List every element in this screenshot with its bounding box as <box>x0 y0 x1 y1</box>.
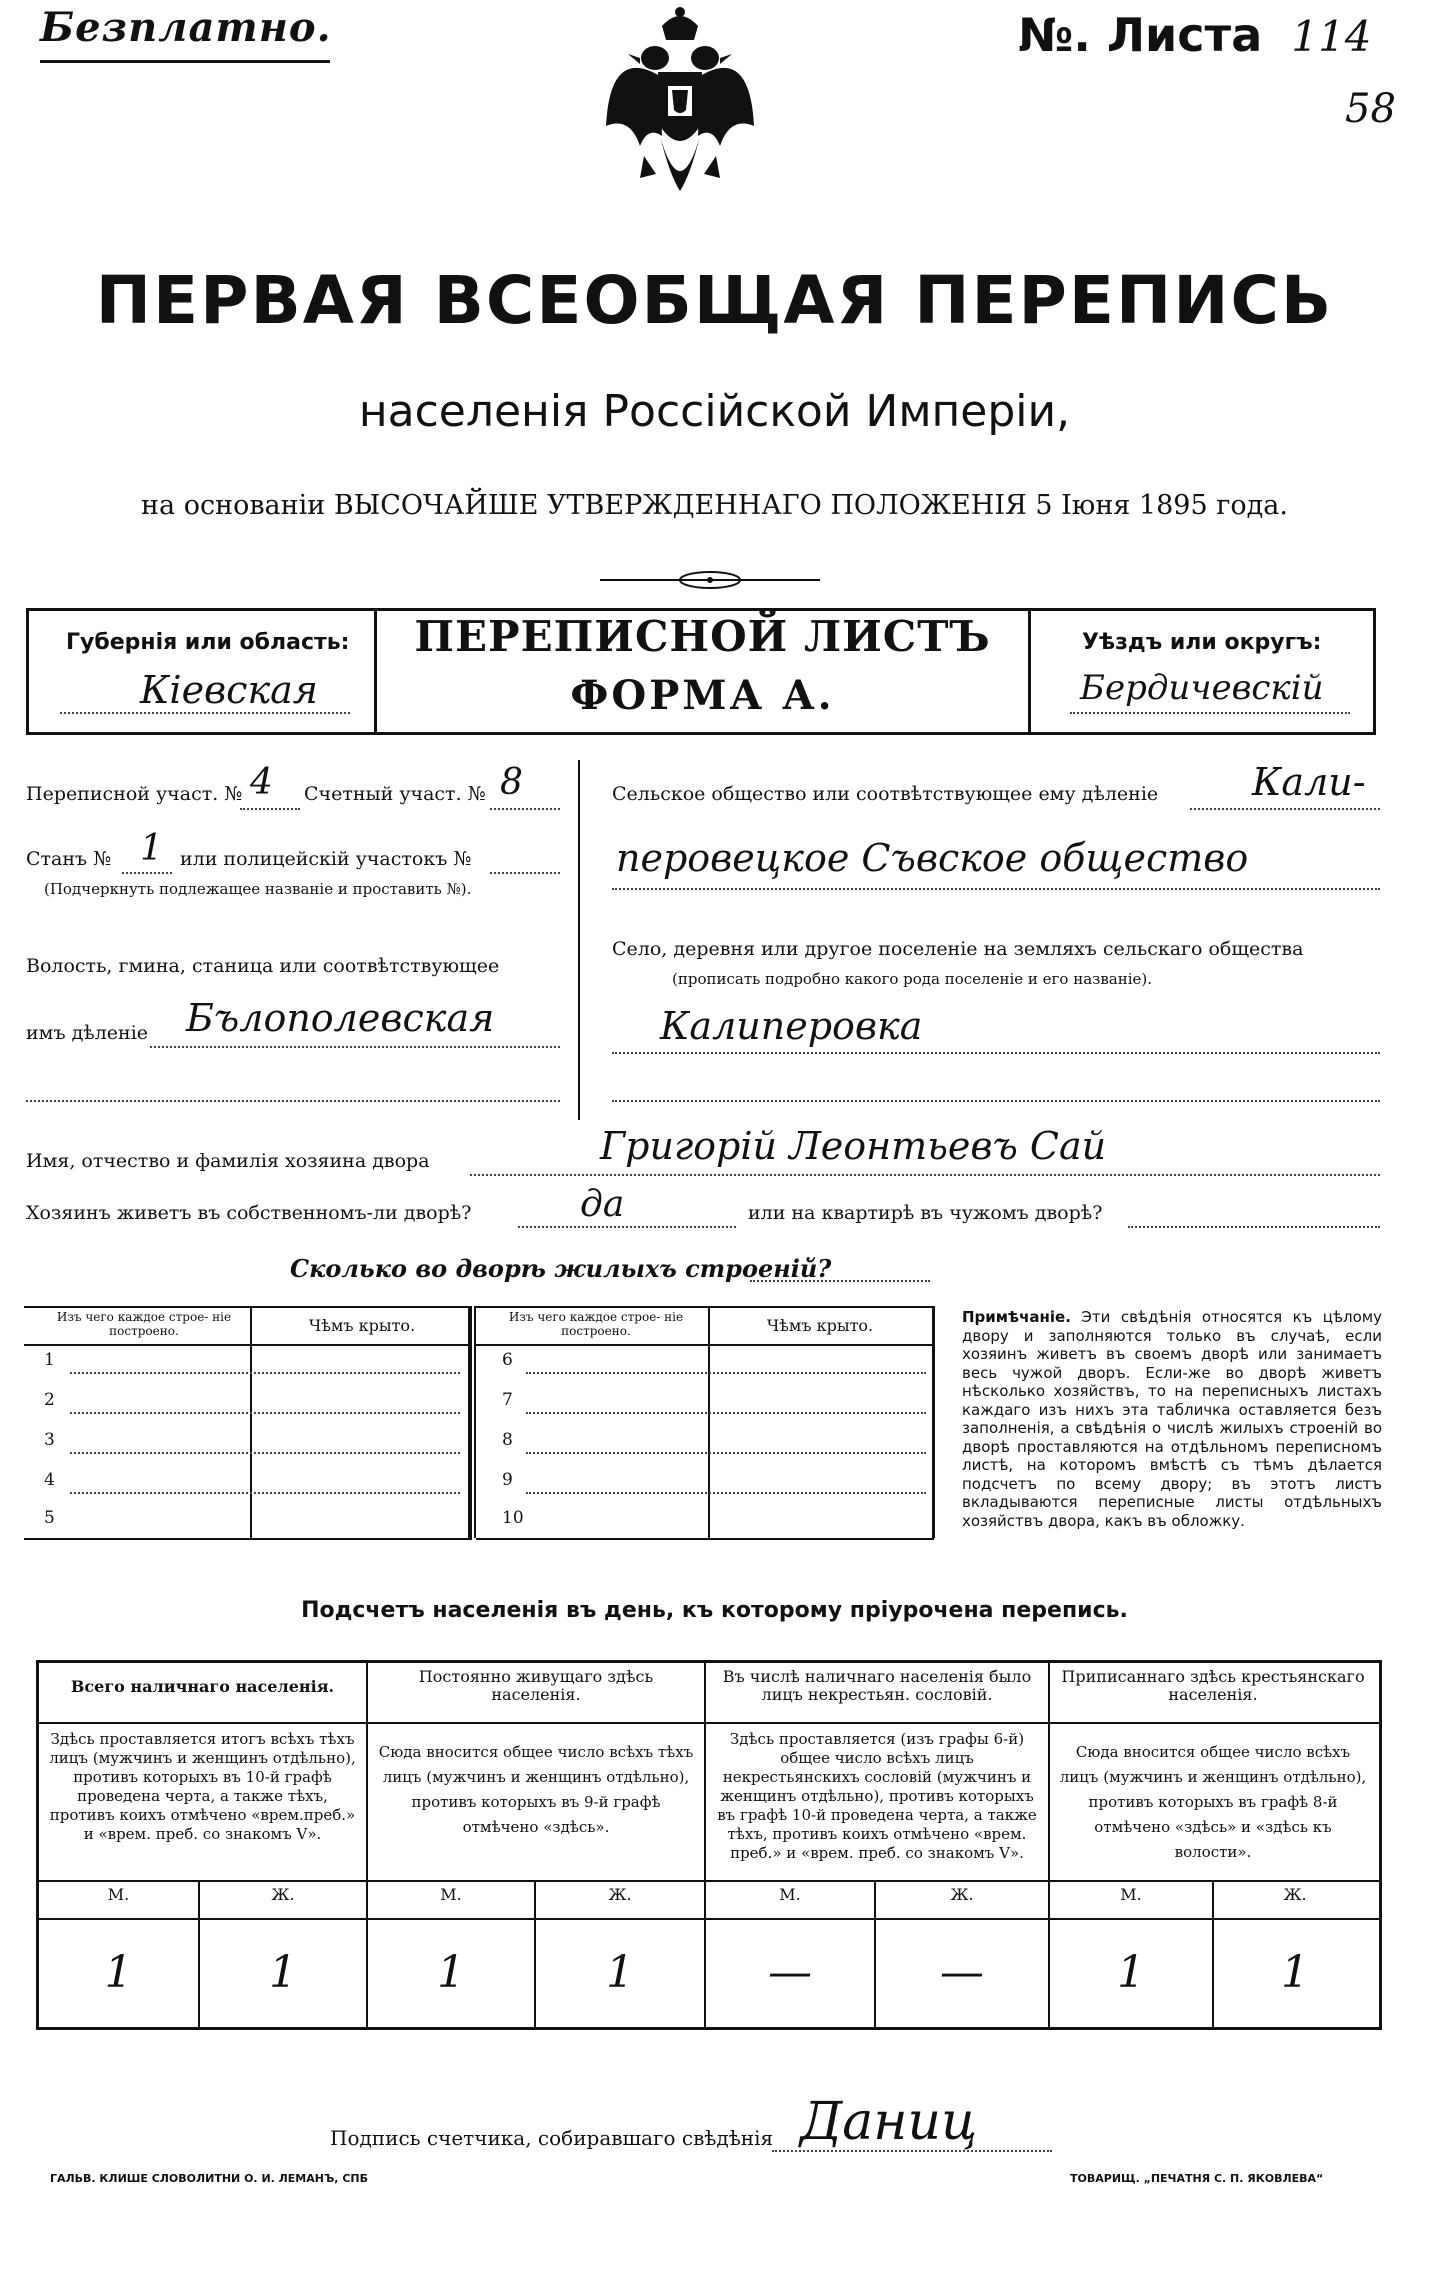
col2-m-value: 1 <box>437 1947 465 1998</box>
village-label: Село, деревня или другое поселеніе на земляхъ сельскаго общества <box>612 938 1304 960</box>
census-area-value: 4 <box>250 762 273 803</box>
col3-f-value: — <box>940 1947 984 1998</box>
stan-value: 1 <box>140 828 163 869</box>
building-row-6: 6 <box>502 1350 513 1370</box>
buildings-col1-header-right: Изъ чего каждое строе- ніе построено. <box>508 1310 684 1338</box>
own-yard-value: да <box>580 1184 625 1225</box>
sheet-number-label: №. Листа <box>1018 8 1263 62</box>
col4-m-label: М. <box>1120 1885 1142 1904</box>
count-area-value: 8 <box>500 762 523 803</box>
col3-m-value: — <box>768 1947 812 1998</box>
summary-col2-desc: Сюда вносится общее число всѣхъ тѣхъ лицъ (мужчинъ и женщинъ отдѣльно), противъ которыхъ въ 9-й графѣ отмѣчено «здѣсь». <box>378 1743 694 1836</box>
buildings-note <box>962 1308 1382 1530</box>
guberniya-label: Губернія или область: <box>66 630 350 655</box>
summary-col2-header: Постоянно живущаго здѣсь населенія. <box>418 1667 654 1704</box>
building-row-8: 8 <box>502 1430 513 1450</box>
col1-f-label: Ж. <box>271 1885 295 1904</box>
ornament-divider <box>600 570 820 590</box>
signature-label: Подпись счетчика, собиравшаго свѣдѣнія <box>330 2126 774 2150</box>
volost-label2: имъ дѣленіе <box>26 1022 149 1044</box>
sheet-sub-number: 58 <box>1345 86 1396 132</box>
coat-of-arms-icon <box>600 6 760 216</box>
free-stamp <box>40 4 330 63</box>
buildings-table-right <box>476 1306 934 1540</box>
form-bottom-rule <box>26 732 1376 735</box>
col2-f-value: 1 <box>606 1947 634 1998</box>
uezd-value: Бердичевскій <box>1080 668 1324 708</box>
society-value-1: Кали- <box>1252 760 1366 804</box>
volost-label: Волость, гмина, станица или соотвѣтствующее <box>26 955 500 977</box>
sheet-title: ПЕРЕПИСНОЙ ЛИСТЪ <box>414 612 991 661</box>
form-top-rule <box>26 608 1376 611</box>
owner-name-label: Имя, отчество и фамилія хозяина двора <box>26 1150 430 1172</box>
village-note: (прописать подробно какого рода поселеніе и его названіе). <box>672 970 1152 988</box>
form-name: ФОРМА А. <box>570 672 835 719</box>
col3-f-label: Ж. <box>950 1885 974 1904</box>
free-label: Безплатно. <box>40 4 332 51</box>
sheet-number <box>1018 8 1372 62</box>
census-area-label: Переписной участ. № <box>26 783 243 805</box>
summary-col4-desc: Сюда вносится общее число всѣхъ лицъ (мужчинъ и женщинъ отдѣльно), противъ которыхъ въ графѣ 8-й отмѣчено «здѣсь» и «здѣсь къ волости». <box>1059 1743 1367 1861</box>
page-title: ПЕРВАЯ ВСЕОБЩАЯ ПЕРЕПИСЬ <box>95 262 1334 339</box>
building-row-10: 10 <box>502 1508 524 1528</box>
col2-f-label: Ж. <box>608 1885 632 1904</box>
signature-value: Даниц <box>800 2092 978 2152</box>
building-row-7: 7 <box>502 1390 513 1410</box>
sheet-number-value: 114 <box>1291 12 1372 61</box>
guberniya-value: Кіевская <box>140 668 318 712</box>
building-row-2: 2 <box>44 1390 55 1410</box>
col1-f-value: 1 <box>269 1947 297 1998</box>
footer-printer-right: ТОВАРИЩ. „ПЕЧАТНЯ С. П. ЯКОВЛЕВА“ <box>1070 2172 1324 2185</box>
summary-title: Подсчетъ населенія въ день, къ которому пріурочена перепись. <box>301 1598 1128 1623</box>
uezd-label: Уѣздъ или округъ: <box>1082 630 1322 655</box>
col1-m-label: М. <box>107 1885 130 1904</box>
building-row-5: 5 <box>44 1508 55 1528</box>
own-yard-label: Хозяинъ живетъ въ собственномъ-ли дворѣ? <box>26 1202 472 1224</box>
legal-basis: на основаніи ВЫСОЧАЙШЕ УТВЕРЖДЕННАГО ПОЛОЖЕНІЯ 5 Іюня 1895 года. <box>141 490 1288 521</box>
rented-label: или на квартирѣ въ чужомъ дворѣ? <box>748 1202 1103 1224</box>
buildings-col2-header: Чѣмъ крыто. <box>308 1316 416 1335</box>
building-row-9: 9 <box>502 1470 513 1490</box>
col4-f-value: 1 <box>1281 1947 1309 1998</box>
note-heading: Примѣчаніе. <box>962 1308 1071 1326</box>
summary-col1-desc: Здѣсь проставляется итогъ всѣхъ тѣхъ лицъ (мужчинъ и женщинъ отдѣльно), противъ которыхъ въ 10-й графѣ проведена черта, а также тѣхъ, противъ коихъ отмѣчено «врем.преб.» и «врем. преб. со знакомъ V». <box>49 1730 356 1843</box>
col3-m-label: М. <box>779 1885 801 1904</box>
buildings-table-left <box>24 1306 472 1540</box>
police-label: или полицейскій участокъ № <box>180 848 472 870</box>
footer-printer-left: ГАЛЬВ. КЛИШЕ СЛОВОЛИТНИ О. И. ЛЕМАНЪ, СПБ <box>50 2172 368 2185</box>
page-subtitle: населенія Россійской Имперіи, <box>358 386 1071 437</box>
society-value-2: перовецкое Съвское общество <box>616 836 1249 880</box>
count-area-label: Счетный участ. № <box>304 783 486 805</box>
note-text: Эти свѣдѣнія относятся къ цѣлому двору и заполняются только въ случаѣ, если хозяинъ живетъ въ своемъ дворѣ или занимаетъ весь чужой дворъ. Если-же во дворѣ живетъ нѣсколько хозяйствъ, то на переписныхъ листахъ каждаго изъ нихъ эта табличка оставляется безъ заполненія, а свѣдѣнія о числѣ жилыхъ строеній во дворѣ проставляются на отдѣльномъ переписномъ листѣ, на которомъ вмѣстѣ съ тѣмъ дѣлается подсчетъ по всему двору; въ этотъ листъ вкладываются переписные листы отдѣльныхъ хозяйствъ двора, какъ въ обложку. <box>962 1308 1382 1530</box>
building-row-4: 4 <box>44 1470 55 1490</box>
owner-name-value: Григорій Леонтьевъ Сай <box>600 1124 1107 1168</box>
volost-value: Бълополевская <box>186 996 495 1040</box>
summary-col4-header: Приписаннаго здѣсь крестьянскаго населенія. <box>1061 1667 1365 1704</box>
buildings-question: Сколько во дворѣ жилыхъ строеній? <box>290 1254 832 1283</box>
buildings-col2-header-right: Чѣмъ крыто. <box>766 1316 874 1335</box>
stan-label: Станъ № <box>26 848 112 870</box>
summary-col1-header: Всего наличнаго населенія. <box>70 1677 335 1696</box>
col4-m-value: 1 <box>1117 1947 1145 1998</box>
building-row-1: 1 <box>44 1350 55 1370</box>
stan-note: (Подчеркнуть подлежащее названіе и проставить №). <box>44 880 472 898</box>
summary-col3-desc: Здѣсь проставляется (изъ графы 6-й) общее число всѣхъ лицъ некрестьянскихъ сословій (мужчинъ и женщинъ отдѣльно), противъ которыхъ въ графѣ 10-й проведена черта, а также тѣхъ, противъ коихъ отмѣчено «врем. преб.» и «врем. преб. со знакомъ V». <box>717 1730 1037 1862</box>
col4-f-label: Ж. <box>1283 1885 1307 1904</box>
col2-m-label: М. <box>440 1885 462 1904</box>
society-label: Сельское общество или соотвѣтствующее ему дѣленіе <box>612 783 1159 805</box>
summary-col3-header: Въ числѣ наличнаго населенія было лицъ некрестьян. сословій. <box>722 1667 1032 1704</box>
col1-m-value: 1 <box>104 1947 133 1998</box>
village-value: Калиперовка <box>660 1004 923 1048</box>
building-row-3: 3 <box>44 1430 55 1450</box>
buildings-col1-header: Изъ чего каждое строе- ніе построено. <box>56 1310 232 1338</box>
